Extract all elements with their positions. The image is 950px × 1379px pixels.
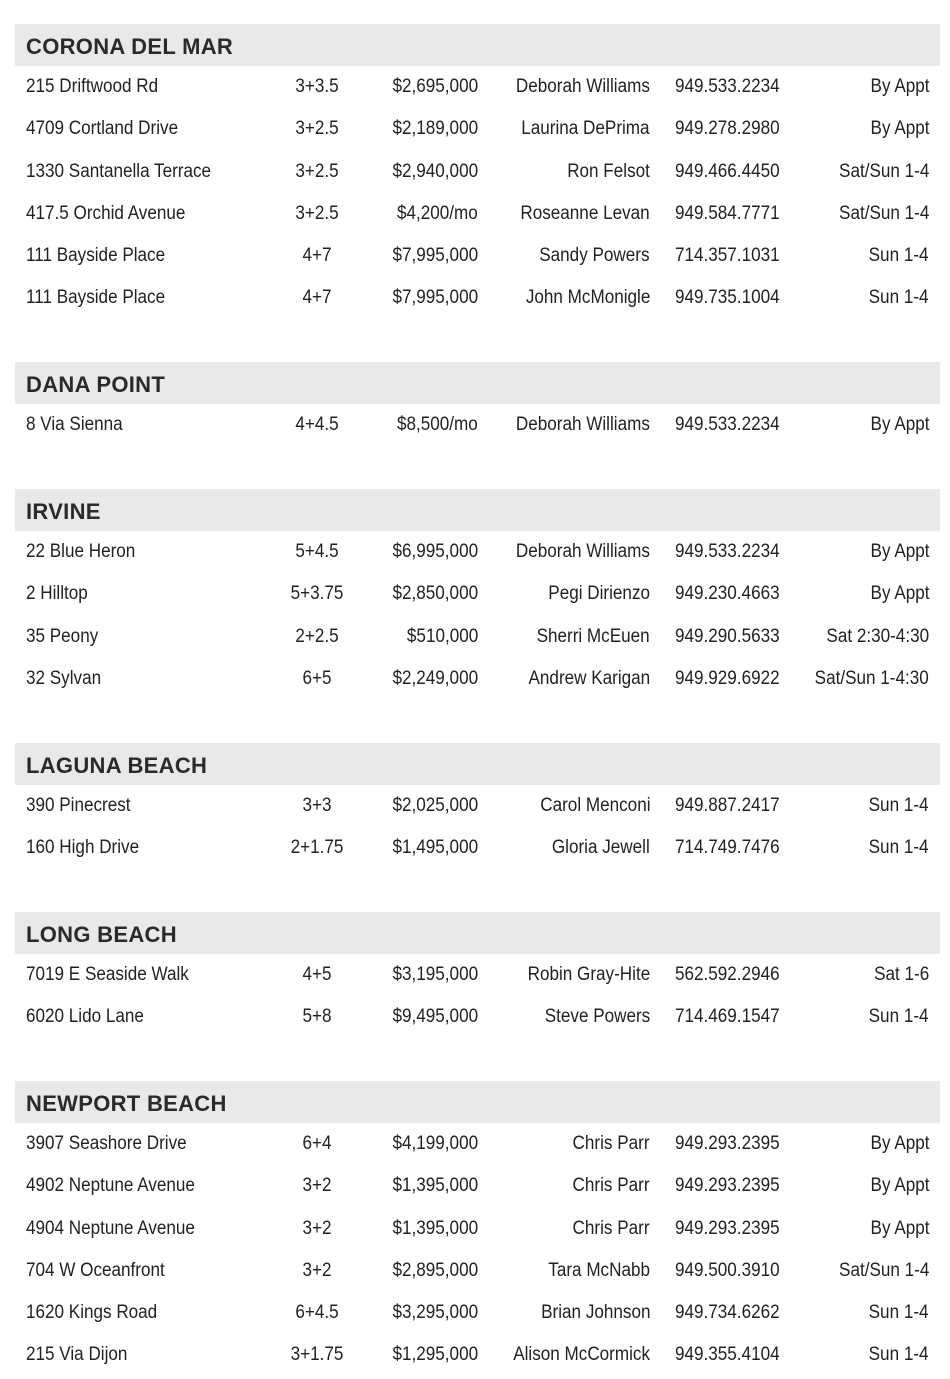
listing-price: $3,195,000 [392, 964, 478, 985]
listing-beds-baths: 2+1.75 [290, 837, 344, 859]
listing-price: $7,995,000 [392, 245, 478, 267]
listing-price: $510,000 [406, 625, 478, 647]
listing-agent: Alison McCormick [513, 1344, 650, 1366]
listing-open-time: Sun 1-4 [869, 245, 929, 267]
listing-row [15, 66, 940, 108]
listing-address: 22 Blue Heron [26, 541, 136, 562]
listing-section [15, 743, 940, 870]
listing-address: 215 Via Dijon [26, 1344, 128, 1366]
listing-price: $2,025,000 [392, 795, 478, 816]
listing-phone: 714.469.1547 [675, 1006, 780, 1028]
listing-open-time: Sat 2:30-4:30 [826, 625, 929, 647]
listing-beds-baths: 3+2.5 [295, 202, 339, 224]
section-header [15, 24, 940, 66]
listing-agent: Chris Parr [573, 1133, 650, 1154]
listing-address: 32 Sylvan [26, 667, 102, 689]
listing-agent: Brian Johnson [540, 1302, 650, 1324]
listing-agent: Andrew Karigan [528, 667, 650, 689]
listing-open-time: By Appt [870, 583, 929, 605]
listing-open-time: Sun 1-4 [869, 795, 929, 816]
listing-phone: 949.533.2234 [675, 414, 780, 435]
section-header [15, 1081, 940, 1123]
listing-phone: 949.230.4663 [675, 583, 780, 605]
listing-address: 3907 Seashore Drive [26, 1133, 187, 1154]
listing-beds-baths: 6+5 [302, 667, 332, 689]
listing-agent: Carol Menconi [539, 795, 650, 816]
listing-phone: 949.929.6922 [675, 667, 780, 689]
listing-row [15, 1334, 940, 1376]
listing-open-time: Sat/Sun 1-4 [838, 202, 929, 224]
listing-phone: 949.293.2395 [675, 1133, 780, 1154]
listing-agent: Roseanne Levan [520, 202, 650, 224]
section-title: DANA POINT [26, 372, 166, 397]
listing-agent: Ron Felsot [567, 160, 650, 182]
listing-price: $2,189,000 [392, 118, 478, 140]
listing-beds-baths: 6+4.5 [295, 1302, 339, 1324]
listing-address: 4904 Neptune Avenue [26, 1217, 195, 1239]
section-title: NEWPORT BEACH [26, 1091, 227, 1116]
listing-phone: 949.500.3910 [675, 1259, 780, 1281]
listing-open-time: Sat/Sun 1-4:30 [814, 667, 929, 689]
listing-beds-baths: 4+7 [302, 245, 332, 267]
listing-phone: 949.355.4104 [675, 1344, 780, 1366]
listing-price: $1,495,000 [392, 837, 478, 859]
listing-address: 6020 Lido Lane [26, 1006, 144, 1028]
listing-row [15, 1208, 940, 1250]
listing-beds-baths: 4+4.5 [295, 414, 339, 435]
listing-section [15, 1081, 940, 1377]
listing-address: 111 Bayside Place [26, 287, 166, 309]
listing-agent: John McMonigle [525, 287, 650, 309]
listing-open-time: By Appt [870, 118, 929, 140]
listing-beds-baths: 4+5 [302, 964, 332, 985]
listing-beds-baths: 3+3 [302, 795, 332, 816]
listing-phone: 949.278.2980 [675, 118, 780, 140]
listing-open-time: Sun 1-4 [869, 837, 929, 859]
listing-row [15, 193, 940, 235]
listing-beds-baths: 3+1.75 [290, 1344, 344, 1366]
listing-agent: Sandy Powers [539, 245, 650, 267]
listing-price: $7,995,000 [392, 287, 478, 309]
listing-open-time: By Appt [870, 541, 929, 562]
listing-price: $8,500/mo [397, 414, 478, 435]
listing-row [15, 1165, 940, 1207]
listing-address: 35 Peony [26, 625, 99, 647]
listing-phone: 949.293.2395 [675, 1217, 780, 1239]
section-header [15, 743, 940, 785]
listing-agent: Pegi Dirienzo [548, 583, 650, 605]
listing-agent: Tara McNabb [548, 1259, 650, 1281]
section-title: LONG BEACH [26, 922, 177, 947]
listing-row [15, 573, 940, 615]
listing-address: 417.5 Orchid Avenue [26, 202, 186, 224]
listing-beds-baths: 3+2.5 [295, 160, 339, 182]
listing-section [15, 489, 940, 700]
listing-row [15, 531, 940, 573]
listing-row [15, 616, 940, 658]
listing-address: 215 Driftwood Rd [26, 76, 159, 97]
listing-price: $9,495,000 [392, 1006, 478, 1028]
section-header [15, 489, 940, 531]
listing-agent: Sherri McEuen [536, 625, 650, 647]
listing-beds-baths: 4+7 [302, 287, 332, 309]
listing-price: $4,199,000 [392, 1133, 478, 1154]
listing-phone: 949.533.2234 [675, 541, 780, 562]
listing-beds-baths: 3+3.5 [295, 76, 339, 97]
listing-price: $2,940,000 [392, 160, 478, 182]
listing-price: $2,895,000 [392, 1259, 478, 1281]
listing-price: $6,995,000 [392, 541, 478, 562]
listing-phone: 949.293.2395 [675, 1175, 780, 1197]
listing-address: 704 W Oceanfront [26, 1259, 165, 1281]
section-title: CORONA DEL MAR [26, 34, 234, 59]
listing-phone: 714.357.1031 [675, 245, 780, 267]
listing-phone: 949.887.2417 [675, 795, 780, 816]
listing-row [15, 108, 940, 150]
listing-beds-baths: 3+2.5 [295, 118, 339, 140]
listing-open-time: By Appt [870, 414, 929, 435]
listing-row [15, 1123, 940, 1165]
listing-open-time: By Appt [870, 76, 929, 97]
listing-price: $1,295,000 [392, 1344, 478, 1366]
listing-address: 4902 Neptune Avenue [26, 1175, 195, 1197]
listing-open-time: Sun 1-4 [869, 287, 929, 309]
listing-row [15, 827, 940, 869]
listing-beds-baths: 3+2 [302, 1259, 332, 1281]
listing-open-time: By Appt [870, 1133, 929, 1154]
listing-phone: 949.466.4450 [675, 160, 780, 182]
listing-row [15, 235, 940, 277]
listing-address: 4709 Cortland Drive [26, 118, 179, 140]
listing-address: 8 Via Sienna [26, 414, 123, 435]
listing-open-time: Sat/Sun 1-4 [838, 160, 929, 182]
listing-phone: 949.734.6262 [675, 1302, 780, 1324]
listing-phone: 714.749.7476 [675, 837, 780, 859]
listing-price: $3,295,000 [392, 1302, 478, 1324]
listing-phone: 949.584.7771 [675, 202, 780, 224]
listing-beds-baths: 2+2.5 [295, 625, 339, 647]
listing-agent: Chris Parr [573, 1175, 650, 1197]
listing-address: 1330 Santanella Terrace [26, 160, 212, 182]
listing-price: $1,395,000 [392, 1217, 478, 1239]
listing-agent: Laurina DePrima [521, 118, 650, 140]
section-header [15, 912, 940, 954]
listing-beds-baths: 5+4.5 [295, 541, 339, 562]
listing-beds-baths: 5+8 [302, 1006, 332, 1028]
listing-address: 1620 Kings Road [26, 1302, 158, 1324]
listing-address: 390 Pinecrest [26, 795, 131, 816]
listing-phone: 949.290.5633 [675, 625, 780, 647]
listing-address: 2 Hilltop [26, 583, 88, 605]
listing-section [15, 362, 940, 446]
listing-price: $1,395,000 [392, 1175, 478, 1197]
listing-phone: 949.735.1004 [675, 287, 780, 309]
listing-address: 111 Bayside Place [26, 245, 166, 267]
listing-open-time: By Appt [870, 1175, 929, 1197]
listing-agent: Deborah Williams [516, 414, 650, 435]
section-title: IRVINE [26, 499, 101, 524]
listing-price: $2,695,000 [392, 76, 478, 97]
listing-row [15, 277, 940, 319]
listing-open-time: Sun 1-4 [869, 1006, 929, 1028]
listing-agent: Steve Powers [544, 1006, 650, 1028]
listing-row [15, 658, 940, 700]
listing-open-time: Sun 1-4 [869, 1302, 929, 1324]
listing-row [15, 404, 940, 446]
listing-agent: Gloria Jewell [552, 837, 650, 859]
listing-open-time: Sun 1-4 [869, 1344, 929, 1366]
listing-row [15, 1250, 940, 1292]
listing-beds-baths: 5+3.75 [290, 583, 344, 605]
listing-row [15, 1292, 940, 1334]
listing-section [15, 24, 940, 320]
listing-row [15, 954, 940, 996]
listing-agent: Deborah Williams [516, 76, 650, 97]
listing-beds-baths: 3+2 [302, 1217, 332, 1239]
listing-address: 160 High Drive [26, 837, 140, 859]
listing-agent: Robin Gray-Hite [527, 964, 650, 985]
listing-phone: 562.592.2946 [675, 964, 780, 985]
listing-open-time: By Appt [870, 1217, 929, 1239]
listing-open-time: Sat 1-6 [873, 964, 929, 985]
listing-row [15, 151, 940, 193]
listing-phone: 949.533.2234 [675, 76, 780, 97]
listing-address: 7019 E Seaside Walk [26, 964, 189, 985]
listing-agent: Deborah Williams [516, 541, 650, 562]
section-header [15, 362, 940, 404]
section-title: LAGUNA BEACH [26, 753, 208, 778]
listing-row [15, 996, 940, 1038]
listing-beds-baths: 6+4 [302, 1133, 332, 1154]
listing-open-time: Sat/Sun 1-4 [838, 1259, 929, 1281]
listing-price: $4,200/mo [397, 202, 478, 224]
listing-price: $2,850,000 [392, 583, 478, 605]
listing-beds-baths: 3+2 [302, 1175, 332, 1197]
listing-agent: Chris Parr [573, 1217, 650, 1239]
listing-section [15, 912, 940, 1039]
listing-row [15, 785, 940, 827]
listing-price: $2,249,000 [392, 667, 478, 689]
